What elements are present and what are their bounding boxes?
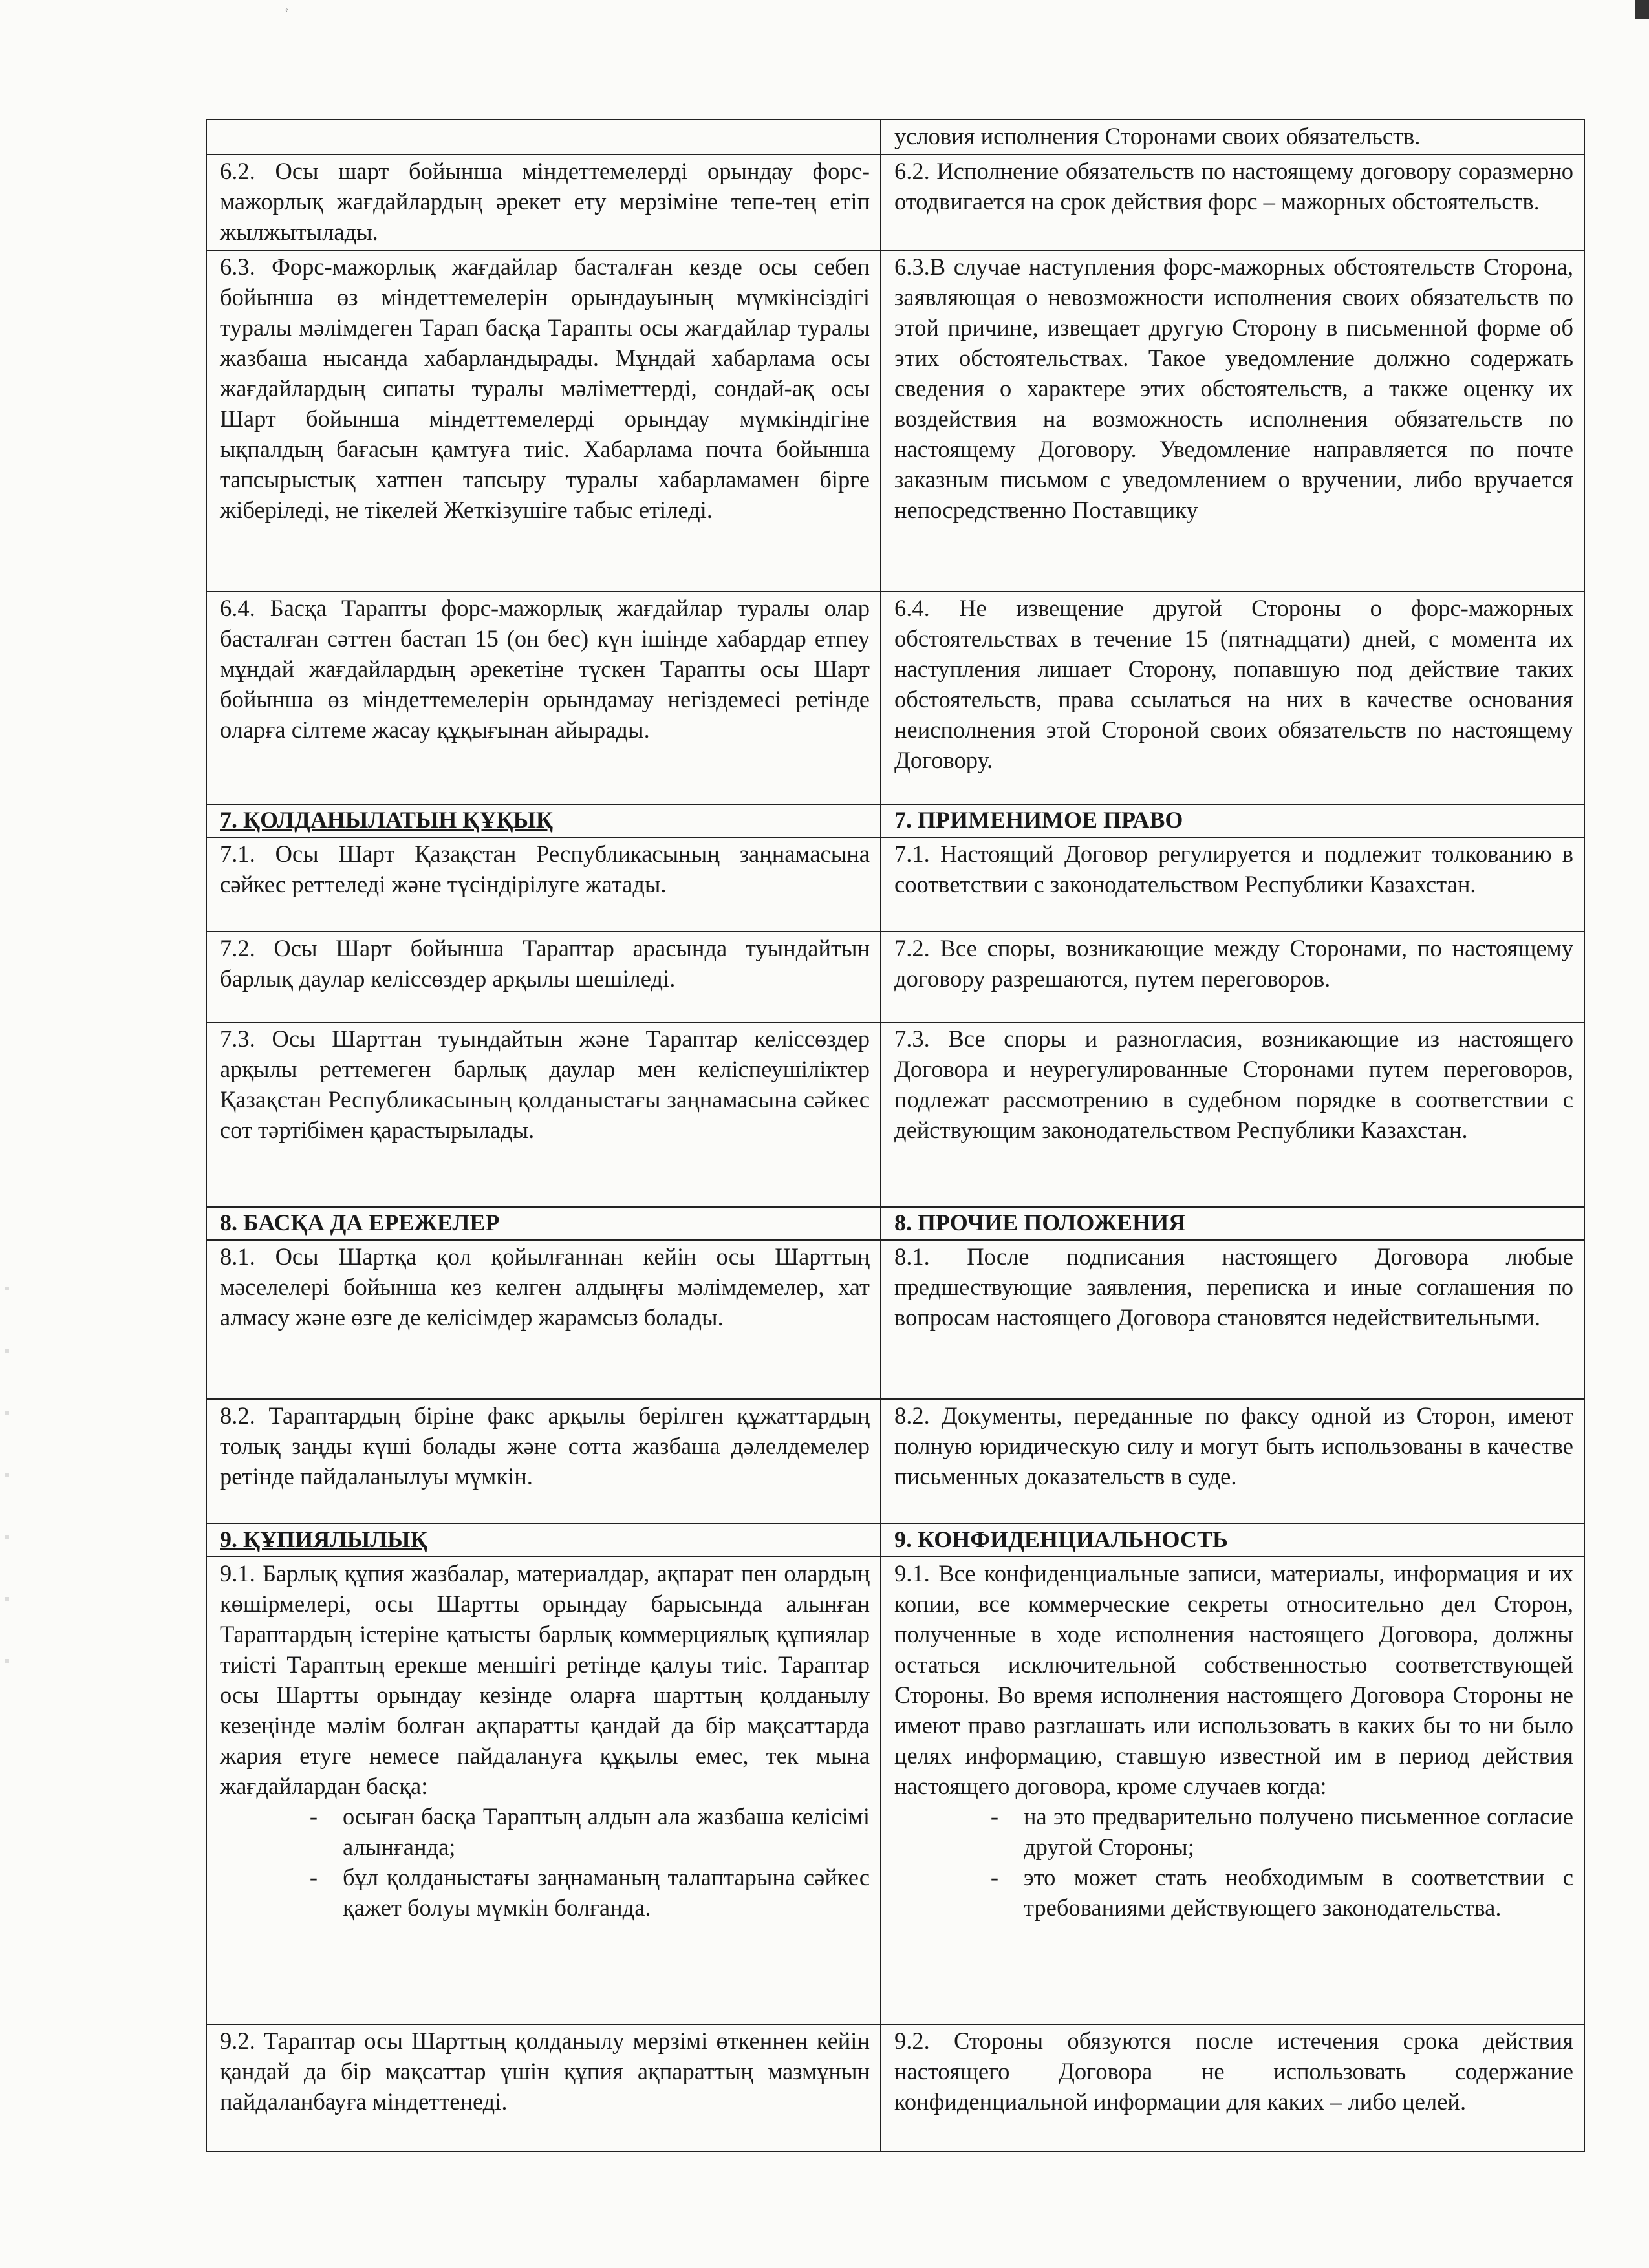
- table-row: [206, 1557, 1584, 2024]
- section-8-heading-ru: 8. ПРОЧИЕ ПОЛОЖЕНИЯ: [881, 1207, 1584, 1240]
- section-8-heading-kz: 8. БАСҚА ДА ЕРЕЖЕЛЕР: [206, 1207, 881, 1240]
- ru-cell: 6.4. Не извещение другой Стороны о форс-мажорных обстоятельствах в течение 15 (пятнадцати) дней, с момента их наступления лишает Сторону, попавшую под действие таких обстоятельств, права ссылаться на них в качестве основания неисполнения этой Стороной своих обязательств по настоящему Договору.: [881, 592, 1584, 804]
- table-row: [206, 155, 1584, 250]
- table-row: [206, 1022, 1584, 1207]
- kz-cell: 7.2. Осы Шарт бойынша Тараптар арасында туындайтын барлық даулар келіссөздер арқылы шешіледі.: [206, 932, 881, 1022]
- table-row: [206, 592, 1584, 804]
- list-item: - это может стать необходимым в соответствии с требованиями действующего законодательства.: [965, 1862, 1573, 1923]
- list-item: - осыған басқа Тараптың алдын ала жазбаша келісімі алынғанда;: [285, 1801, 870, 1862]
- table-row: [206, 837, 1584, 932]
- dash-bullet: -: [990, 1803, 999, 1830]
- ru-cell: 6.2. Исполнение обязательств по настоящему договору соразмерно отодвигается на срок действия форс – мажорных обстоятельств.: [881, 155, 1584, 250]
- ru-cell: 8.2. Документы, переданные по факсу одной из Сторон, имеют полную юридическую силу и могут быть использованы в качестве письменных доказательств в суде.: [881, 1399, 1584, 1524]
- ru-dash-list: [894, 1801, 1573, 1923]
- scan-margin-specks: [5, 1228, 9, 1681]
- list-item: - бұл қолданыстағы заңнаманың талаптарына сәйкес қажет болуы мүмкін болғанда.: [285, 1862, 870, 1923]
- ru-cell: 7.2. Все споры, возникающие между Сторонами, по настоящему договору разрешаются, путем переговоров.: [881, 932, 1584, 1022]
- dash-bullet: -: [309, 1803, 318, 1830]
- kz-cell: 6.2. Осы шарт бойынша міндеттемелерді орындау форс-мажорлық жағдайлардың әрекет ету мерзіміне тепе-тең етіп жылжытылады.: [206, 155, 881, 250]
- kz-cell: 9.1. Барлық құпия жазбалар, материалдар, ақпарат пен олардың көшірмелері, осы Шартты орындау барысында алынған Тараптардың істеріне қатысты барлық коммерциялық құпиялар тиісті Тараптың ерекше меншігі ретінде қалуы тиіс. Тараптар осы Шартты орындау кезінде оларға шарттың қолданылу кезеңінде мәлім болған ақпаратты қандай да бір мақсаттарда жария етуге немесе пайдалануға құқылы емес, тек мына жағдайлардан басқа: - осыған басқа Тараптың алдын ала жазбаша келісімі алынғанда; - бұл қолданыстағы заңнаманың талаптарына сәйкес қажет болуы мүмкін болғанда.: [206, 1557, 881, 2024]
- kz-cell: 6.3. Форс-мажорлық жағдайлар басталған кезде осы себеп бойынша өз міндеттемелерін орындауының мүмкінсіздігі туралы мәлімдеген Тарап басқа Тарапты осы жағдайлар туралы жазбаша нысанда хабарландырады. Мұндай хабарлама осы жағдайлардың сипаты туралы мәліметтерді, сондай-ақ осы Шарт бойынша міндеттемелерді орындау мүмкіндігіне ықпалдың бағасын қамтуға тиіс. Хабарлама почта бойынша тапсырыстық хатпен тапсыру туралы хабарламамен бірге жіберіледі, не тікелей Жеткізушіге табыс етіледі.: [206, 250, 881, 592]
- table-row: [206, 932, 1584, 1022]
- ru-cell: 6.3.В случае наступления форс-мажорных обстоятельств Сторона, заявляющая о невозможности исполнения своих обязательств по этой причине, извещает другую Сторону в письменной форме об этих обстоятельствах. Такое уведомление должно содержать сведения о характере этих обстоятельств, а также оценку их воздействия на возможность исполнения обязательств по настоящему Договору. Уведомление направляется по почте заказным письмом с уведомлением о вручении, либо вручается непосредственно Поставщику: [881, 250, 1584, 592]
- dash-bullet: -: [990, 1864, 999, 1890]
- section-header-row: [206, 804, 1584, 837]
- kz-dash-list: [220, 1801, 870, 1923]
- table-row: [206, 120, 1584, 155]
- table-row: [206, 1240, 1584, 1399]
- scan-corner-mark: [1635, 0, 1649, 19]
- table-row: [206, 250, 1584, 592]
- kz-cell: 8.1. Осы Шартқа қол қойылғаннан кейін осы Шарттың мәселелері бойынша кез келген алдыңғы мәлімдемелер, хат алмасу және өзге де келісімдер жарамсыз болады.: [206, 1240, 881, 1399]
- kz-cell: [206, 120, 881, 155]
- section-9-heading-kz: 9. ҚҰПИЯЛЫЛЫҚ: [206, 1524, 881, 1557]
- kz-cell: 9.2. Тараптар осы Шарттың қолданылу мерзімі өткеннен кейін қандай да бір мақсаттар үшін құпия ақпараттың мазмұнын пайдаланбауға міндеттенеді.: [206, 2024, 881, 2152]
- section-header-row: [206, 1524, 1584, 1557]
- table-row: [206, 1399, 1584, 1524]
- contract-table: [206, 119, 1585, 2152]
- dash-bullet: -: [309, 1864, 318, 1890]
- scan-mark: ﾞ: [285, 8, 292, 24]
- section-7-heading-kz: 7. ҚОЛДАНЫЛАТЫН ҚҰҚЫҚ: [206, 804, 881, 837]
- kz-cell: 8.2. Тараптардың біріне факс арқылы берілген құжаттардың толық заңды күші болады және сотта жазбаша дәлелдемелер ретінде пайдаланылуы мүмкін.: [206, 1399, 881, 1524]
- ru-cell: 9.1. Все конфиденциальные записи, материалы, информация и их копии, все коммерческие секреты относительно дел Сторон, полученные в ходе исполнения настоящего Договора, должны остаться исключительной собственностью соответствующей Стороны. Во время исполнения настоящего Договора Стороны не имеют право разглашать или использовать в каких бы то ни было целях информацию, ставшую известной им в период действия настоящего договора, кроме случаев когда: - на это предварительно получено письменное согласие другой Стороны; - это может стать необходимым в соответствии с требованиями действующего законодательства.: [881, 1557, 1584, 2024]
- kz-cell: 6.4. Басқа Тарапты форс-мажорлық жағдайлар туралы олар басталған сәттен бастап 15 (он бес) күн ішінде хабардар етпеу мұндай жағдайлардың әрекетіне түскен Тарапты осы Шарт бойынша өз міндеттемелерін орындамау негіздемесі ретінде оларға сілтеме жасау құқығынан айырады.: [206, 592, 881, 804]
- ru-cell: 7.3. Все споры и разногласия, возникающие из настоящего Договора и неурегулированные Сторонами путем переговоров, подлежат рассмотрению в судебном порядке в соответствии с действующим законодательством Республики Казахстан.: [881, 1022, 1584, 1207]
- kz-cell: 7.1. Осы Шарт Қазақстан Республикасының заңнамасына сәйкес реттеледі және түсіндірілуге жатады.: [206, 837, 881, 932]
- table-row: [206, 2024, 1584, 2152]
- kz-cell: 7.3. Осы Шарттан туындайтын және Тараптар келіссөздер арқылы реттемеген барлық даулар мен келіспеушіліктер Қазақстан Республикасының қолданыстағы заңнамасына сәйкес сот тәртібімен қарастырылады.: [206, 1022, 881, 1207]
- list-item: - на это предварительно получено письменное согласие другой Стороны;: [965, 1801, 1573, 1862]
- ru-cell: 9.2. Стороны обязуются после истечения срока действия настоящего Договора не использовать содержание конфиденциальной информации для каких – либо целей.: [881, 2024, 1584, 2152]
- ru-cell: 8.1. После подписания настоящего Договора любые предшествующие заявления, переписка и иные соглашения по вопросам настоящего Договора становятся недействительными.: [881, 1240, 1584, 1399]
- section-7-heading-ru: 7. ПРИМЕНИМОЕ ПРАВО: [881, 804, 1584, 837]
- section-header-row: [206, 1207, 1584, 1240]
- ru-cell: 7.1. Настоящий Договор регулируется и подлежит толкованию в соответствии с законодательством Республики Казахстан.: [881, 837, 1584, 932]
- section-9-heading-ru: 9. КОНФИДЕНЦИАЛЬНОСТЬ: [881, 1524, 1584, 1557]
- ru-cell: условия исполнения Сторонами своих обязательств.: [881, 120, 1584, 155]
